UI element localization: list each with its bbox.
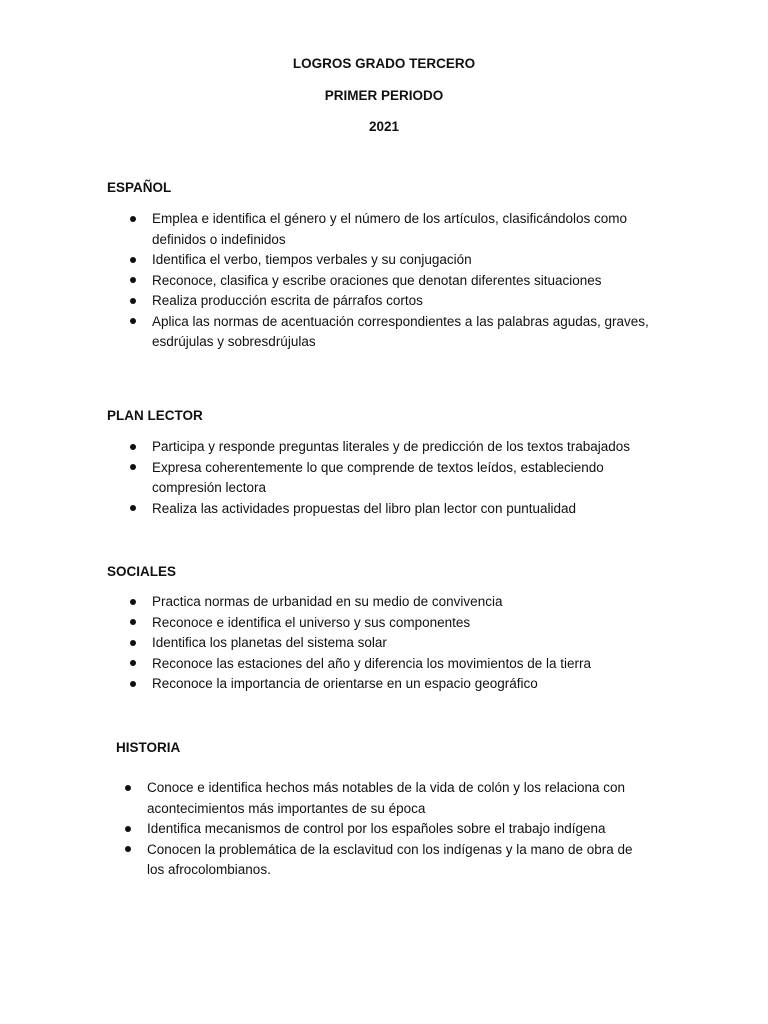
list-item: Reconoce las estaciones del año y diferencia los movimientos de la tierra	[152, 654, 692, 675]
list-item: Identifica los planetas del sistema solar	[152, 633, 692, 654]
bullet-icon	[130, 619, 136, 625]
bullet-icon	[130, 318, 136, 324]
bullet-icon	[130, 599, 136, 605]
section-heading-historia: HISTORIA	[116, 740, 181, 755]
sociales-list	[152, 592, 692, 695]
bullet-icon	[125, 785, 131, 791]
plan-lector-list	[152, 437, 657, 519]
list-item: Participa y responde preguntas literales y de predicción de los textos trabajados	[152, 437, 657, 458]
bullet-icon	[130, 640, 136, 646]
list-item: Reconoce, clasifica y escribe oraciones que denotan diferentes situaciones	[152, 271, 657, 292]
bullet-icon	[130, 681, 136, 687]
bullet-icon	[130, 660, 136, 666]
section-heading-espanol: ESPAÑOL	[107, 180, 172, 195]
list-item: Emplea e identifica el género y el número de los artículos, clasificándolos como definidos o indefinidos	[152, 209, 657, 250]
list-item: Expresa coherentemente lo que comprende de textos leídos, estableciendo compresión lectora	[152, 458, 657, 499]
historia-list	[147, 778, 652, 881]
list-item: Reconoce la importancia de orientarse en un espacio geográfico	[152, 674, 692, 695]
document-period: PRIMER PERIODO	[324, 88, 444, 103]
list-item: Identifica mecanismos de control por los españoles sobre el trabajo indígena	[147, 819, 652, 840]
list-item: Realiza las actividades propuestas del libro plan lector con puntualidad	[152, 499, 657, 520]
document-year: 2021	[368, 119, 400, 134]
bullet-icon	[130, 444, 136, 450]
bullet-icon	[130, 216, 136, 222]
list-item: Realiza producción escrita de párrafos cortos	[152, 291, 657, 312]
bullet-icon	[125, 826, 131, 832]
list-item: Conocen la problemática de la esclavitud con los indígenas y la mano de obra de los afrocolombianos.	[147, 840, 652, 881]
bullet-icon	[130, 298, 136, 304]
section-heading-sociales: SOCIALES	[107, 564, 177, 579]
bullet-icon	[130, 257, 136, 263]
list-item: Conoce e identifica hechos más notables de la vida de colón y los relaciona con acontecimientos más importantes de su época	[147, 778, 652, 819]
list-item: Aplica las normas de acentuación correspondientes a las palabras agudas, graves, esdrújulas y sobresdrújulas	[152, 312, 657, 353]
espanol-list	[152, 209, 657, 353]
section-heading-plan-lector: PLAN LECTOR	[107, 408, 203, 423]
bullet-icon	[130, 277, 136, 283]
list-item: Identifica el verbo, tiempos verbales y su conjugación	[152, 250, 657, 271]
bullet-icon	[125, 846, 131, 852]
list-item: Reconoce e identifica el universo y sus componentes	[152, 613, 692, 634]
list-item: Practica normas de urbanidad en su medio de convivencia	[152, 592, 692, 613]
document-title: LOGROS GRADO TERCERO	[292, 56, 476, 71]
bullet-icon	[130, 464, 136, 470]
bullet-icon	[130, 505, 136, 511]
